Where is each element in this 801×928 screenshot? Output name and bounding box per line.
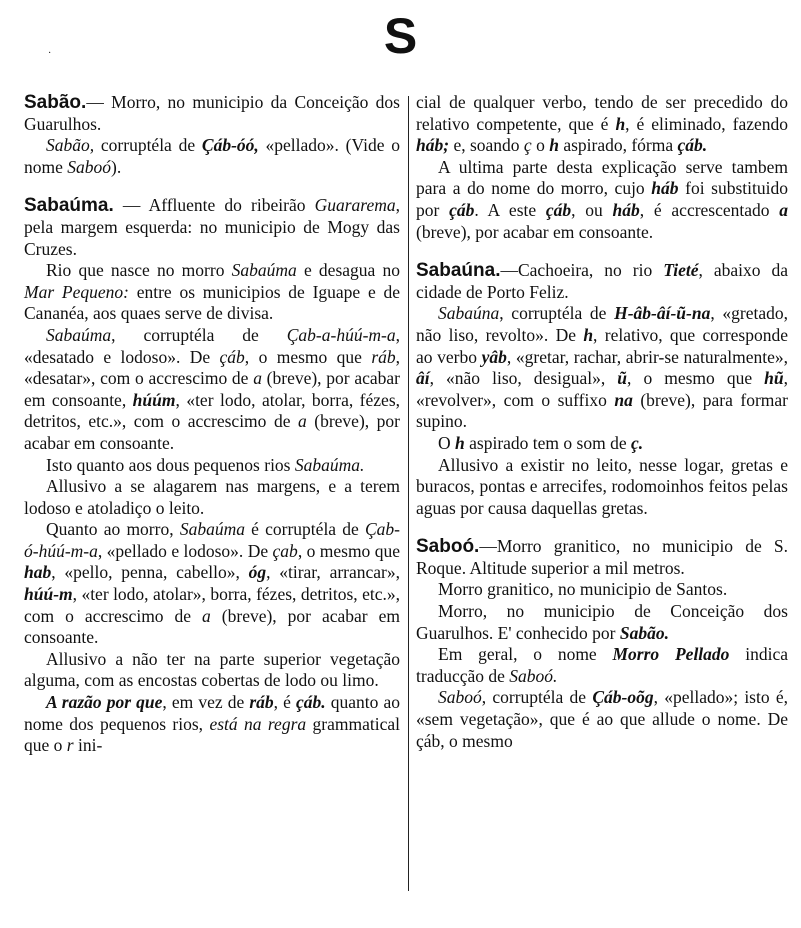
text-run: (breve), por acabar em consoante. [24, 411, 400, 453]
entry-paragraph [24, 476, 400, 519]
text-run: Çab-ó-húú-m-a [24, 519, 400, 561]
column-divider [408, 96, 409, 891]
text-run: H-âb-âí-ũ-na [614, 303, 711, 324]
entry-headword: Saboó. [416, 536, 480, 558]
text-run: — [86, 92, 104, 112]
text-run: Sabão, [46, 135, 95, 156]
entry-definition [24, 92, 400, 135]
text-run: húúm [132, 389, 176, 410]
text-run: çáb. [677, 135, 708, 156]
dictionary-entry [416, 260, 788, 519]
entry-paragraph [24, 692, 400, 757]
text-run: , «revolver», com o suffixo [416, 368, 788, 410]
text-run: —Morro granitico, no municipio de S. Roque. Altitude superior a mil metros. [416, 536, 788, 578]
entry-paragraph [416, 601, 788, 644]
entry-definition [24, 195, 400, 260]
text-run: Quanto ao morro, [46, 519, 180, 540]
text-run: — Affluente do ribeirão [113, 195, 315, 216]
text-run: Saboó [67, 156, 112, 177]
text-run: h [549, 135, 559, 156]
text-run: e desagua no [296, 260, 400, 281]
text-run: a [253, 368, 262, 389]
text-run: , «pello, penna, cabello», [51, 562, 249, 583]
text-run: Çab-a-húú-m-a [286, 324, 396, 345]
text-run: háb [612, 199, 640, 220]
text-run: é corruptéla de [244, 519, 365, 540]
text-run: , é [273, 692, 296, 713]
entry-paragraph [416, 687, 788, 752]
text-run: cial de qualquer verbo, tendo de ser precedido do relativo competente, que é [416, 92, 788, 134]
text-run: Morro, no municipio de Conceição dos Guarulhos. E' conhecido por [416, 601, 788, 643]
dictionary-entry [24, 92, 400, 178]
text-run: , é accrescentado [639, 199, 780, 220]
text-run: çáb [219, 346, 245, 367]
text-run: ç. [630, 432, 644, 453]
text-run: (breve), por acabar em consoante, [24, 368, 400, 410]
right-column [416, 92, 788, 752]
text-run: , «tirar, arrancar», [266, 562, 400, 583]
text-run: Çáb-oõg [592, 687, 654, 708]
text-run: Sabaúna [438, 303, 500, 324]
entry-headword: Sabaúna. [416, 260, 501, 282]
text-run: Çáb-óó, [201, 135, 259, 156]
text-run: h [455, 432, 465, 453]
text-run: , em vez de [162, 692, 250, 713]
text-run: Sabão. [619, 622, 669, 643]
text-run: Morro, no municipio da Conceição dos Guarulhos. [24, 92, 400, 134]
text-run: , é eliminado, fazendo [625, 113, 788, 134]
text-run: çab [272, 540, 298, 561]
text-run: , «desatado e lodoso». De [24, 324, 400, 367]
text-run: A ultima parte desta explicação serve tambem para a do nome do morro, cujo [416, 156, 788, 199]
text-run: Morro granitico, no municipio de Santos. [438, 579, 728, 600]
text-run: na [614, 389, 633, 410]
text-run: Sabaúma [179, 519, 245, 540]
text-run: aspirado, fórma [558, 135, 678, 156]
entry-definition [416, 536, 788, 579]
text-run: grammatical que o [24, 713, 400, 756]
text-run: ráb [249, 692, 274, 713]
entry-definition [416, 260, 788, 303]
left-column [24, 92, 400, 757]
entry-headword: Sabão. [24, 92, 87, 113]
entry-paragraph [416, 579, 788, 601]
text-run: , pela margem esquerda: no municipio de Mogy das Cruzes. [24, 195, 400, 259]
text-run: âí [416, 368, 430, 389]
text-run: , «gretado, não liso, revolto». De [416, 303, 788, 345]
text-run: quanto ao nome dos pequenos rios, [24, 692, 400, 734]
entry-paragraph [24, 325, 400, 455]
text-run: Saboó. [509, 665, 558, 686]
entry-definition [416, 92, 788, 157]
text-run: ini- [73, 735, 103, 756]
text-run: (breve), para formar supino. [416, 389, 788, 432]
entry-paragraph [416, 644, 788, 687]
text-run: , o mesmo que [297, 540, 400, 561]
text-run: está na regra [209, 713, 307, 734]
text-run: (breve), por acabar em consoante. [416, 221, 654, 242]
text-run: ç [523, 135, 532, 156]
text-run: óg [248, 562, 267, 583]
text-run: indica traducção de [416, 644, 788, 686]
text-run: , relativo, que corresponde ao verbo [416, 324, 788, 367]
entry-headword: Sabaúma. [24, 195, 114, 217]
text-run: Morro Pellado [612, 644, 730, 665]
text-run: hab [24, 562, 52, 583]
text-run: , o mesmo que [627, 368, 765, 389]
text-run: çáb [545, 199, 572, 220]
entry-paragraph [24, 260, 400, 325]
text-run: ). [111, 156, 122, 177]
entry-paragraph [24, 135, 400, 178]
text-run: , corruptéla de [111, 324, 287, 345]
text-run: , «pellado»; isto é, «sem vegetação», que é ao que allude o nome. De çáb, o mesmo [416, 687, 788, 751]
text-run: Allusivo a não ter na parte superior vegetação alguma, com as encostas cobertas de lodo ou limo. [24, 648, 400, 691]
text-run: h [583, 324, 594, 345]
text-run: o [531, 135, 550, 156]
text-run: , abaixo da cidade de Porto Feliz. [416, 260, 789, 302]
text-run: e, soando [449, 135, 524, 156]
text-run: Saboó [438, 687, 482, 708]
text-run: , «ter lodo, atolar, borra, fézes, detritos, etc.», com o accrescimo de [24, 389, 400, 432]
dictionary-entry [416, 536, 788, 752]
text-run: , corruptéla de [481, 687, 593, 708]
text-run: Sabaúma [231, 260, 297, 281]
entry-paragraph [416, 455, 788, 520]
text-run: Allusivo a se alagarem nas margens, e a terem lodoso e atoladiço o leito. [24, 476, 400, 518]
text-run: Em geral, o nome [438, 644, 613, 665]
text-run: , «ter lodo, atolar», borra, fézes, detritos, etc.», com o accrescimo de [24, 584, 400, 626]
text-run: , «gretar, rachar, abrir-se naturalmente», [506, 346, 788, 367]
text-run: entre os municipios de Iguape e de Cananéa, aos quaes serve de divisa. [24, 281, 400, 324]
text-run: húú-m [24, 584, 73, 605]
text-run: , corruptéla de [499, 303, 615, 324]
text-run: Allusivo a existir no leito, nesse logar, gretas e buracos, pontas e arrecifes, rodomoinhos feitos pelas aguas por causa daquellas gretas. [416, 454, 788, 518]
text-run: Sabaúma [46, 324, 112, 345]
entry-paragraph [416, 433, 788, 455]
text-run: h [615, 113, 626, 134]
text-run: —Cachoeira, no rio [500, 260, 664, 281]
entry-paragraph [24, 519, 400, 649]
text-run: , «pellado e lodoso». De [97, 540, 273, 561]
text-run: «pellado». (Vide o nome [24, 135, 400, 177]
entry-paragraph [416, 303, 788, 433]
text-run: háb [651, 178, 679, 199]
dictionary-entry [416, 92, 788, 243]
text-run: (breve), por acabar em consoante. [24, 605, 400, 648]
text-run: Rio que nasce no morro [46, 260, 232, 281]
text-run: Isto quanto aos dous pequenos rios [46, 454, 295, 475]
text-run: , o mesmo que [244, 346, 372, 367]
text-run: Mar Pequeno: [24, 281, 129, 302]
text-run: çáb. [296, 692, 326, 713]
dictionary-entry [24, 195, 400, 756]
entry-paragraph [24, 455, 400, 477]
entry-paragraph [24, 649, 400, 692]
text-run: A razão por que [46, 692, 163, 713]
text-run: a [297, 411, 307, 432]
text-run: Sabaúma. [294, 454, 365, 475]
text-run: O [438, 432, 456, 453]
text-run: a [202, 605, 211, 626]
text-run: r [66, 735, 74, 756]
text-run: a [779, 199, 789, 220]
text-run: yâb [481, 346, 507, 367]
text-run: Tieté [663, 260, 699, 281]
text-run: aspirado tem o som de [464, 432, 631, 453]
text-run: foi substituido por [416, 178, 789, 220]
text-run: háb; [416, 135, 450, 156]
text-run: hũ [764, 368, 784, 389]
text-run: , «não liso, desigual», [429, 368, 618, 389]
text-run: , «desatar», com o accrescimo de [24, 346, 400, 389]
text-run: corruptéla de [94, 135, 202, 156]
text-run: ráb [371, 346, 396, 367]
stray-dot: · [48, 48, 52, 59]
section-letter: S [383, 8, 418, 64]
text-run: , ou [571, 199, 613, 220]
text-run: ũ [617, 368, 628, 389]
text-run: çáb [449, 199, 475, 220]
text-run: . A este [474, 199, 546, 220]
entry-paragraph [416, 157, 788, 243]
text-run: Guararema [314, 195, 396, 216]
